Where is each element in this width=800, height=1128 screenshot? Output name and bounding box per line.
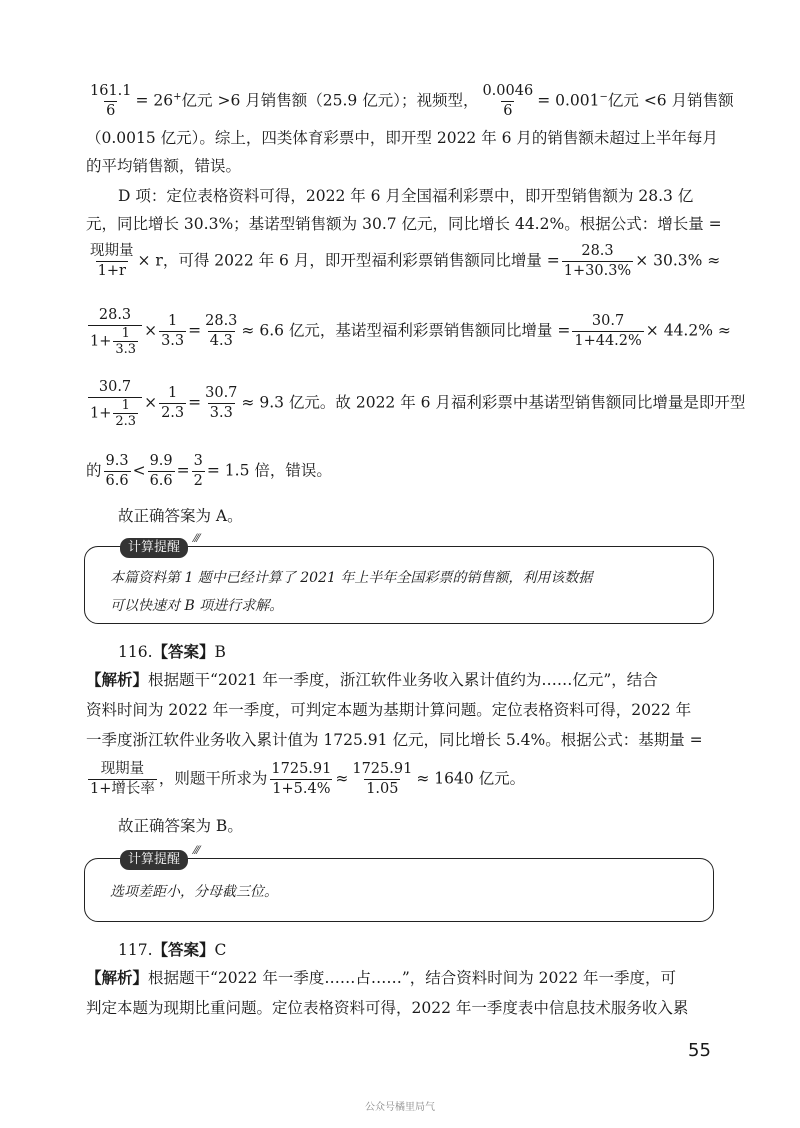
analysis-line-3: 一季度浙江软件业务收入累计值为 1725.91 亿元，同比增长 5.4%。根据公式：基期量 =: [86, 731, 703, 749]
calc-tip-label: 计算提醒: [120, 538, 188, 558]
calc-tip-label: 计算提醒: [120, 850, 188, 870]
numerator: 9.3: [105, 453, 129, 469]
text-segment: × 44.2% ≈: [645, 321, 731, 340]
denominator: 2: [193, 473, 203, 489]
analysis-line-2: 资料时间为 2022 年一季度，可判定本题为基期计算问题。定位表格资料可得，2022 年: [86, 701, 692, 719]
denominator: 1+5.4%: [272, 781, 331, 797]
numerator: 1: [121, 326, 130, 341]
denominator: 3.3: [161, 333, 185, 349]
denominator: 1+增长率: [90, 781, 155, 797]
answer-value: B: [214, 643, 226, 661]
denominator: 6.6: [105, 473, 129, 489]
text-segment: = 0.001: [537, 91, 600, 110]
fraction: [159, 384, 186, 423]
denominator: [88, 325, 142, 357]
text-segment: 亿元 <6 月销售额: [607, 91, 734, 110]
numerator: 30.7: [205, 385, 238, 401]
fraction: [159, 312, 186, 351]
denominator: 4.3: [209, 333, 233, 349]
text-segment: =: [176, 461, 190, 480]
calc-tip-text: 选项差距小，分母截三位。: [110, 884, 278, 900]
fraction: [148, 452, 175, 491]
numerator: 28.3: [581, 243, 614, 259]
fraction: [113, 398, 138, 429]
numerator: 现期量: [90, 243, 134, 259]
numerator: 30.7: [591, 313, 625, 329]
text-segment: 根据题干“2022 年一季度……占……”，结合资料时间为 2022 年一季度，可: [148, 969, 677, 987]
fraction: [88, 242, 136, 281]
formula-line-116: [86, 760, 726, 799]
text-segment: ≈: [335, 769, 349, 788]
text-segment: × r，可得 2022 年 6 月，即开型福利彩票销售额同比增量 =: [137, 251, 560, 270]
fraction: [192, 452, 205, 491]
fraction: [562, 242, 633, 281]
page-number: 55: [688, 1040, 711, 1061]
text-segment: =: [188, 393, 202, 412]
text-segment: 亿元 >6 月销售额（25.9 亿元）；视频型，: [181, 91, 479, 110]
fraction: [88, 760, 157, 799]
analysis-line-1: [86, 966, 726, 990]
conclusion-b: 故正确答案为 B。: [118, 817, 243, 835]
fraction: [104, 452, 131, 491]
numerator: 1725.91: [352, 761, 413, 777]
denominator: 1+30.3%: [563, 263, 632, 279]
numerator: 161.1: [90, 83, 132, 99]
text-segment: 根据题干“2021 年一季度，浙江软件业务收入累计值约为……亿元”，结合: [148, 671, 658, 689]
superscript: +: [173, 91, 182, 103]
denominator: 6: [503, 103, 513, 119]
text-segment: = 1.5 倍，错误。: [206, 461, 332, 480]
numerator: 1: [167, 385, 178, 401]
denominator: 6: [106, 103, 116, 119]
denominator: [88, 397, 142, 429]
denominator: 1.05: [366, 781, 399, 797]
answer-value: C: [214, 941, 227, 959]
formula-line-7: [86, 306, 731, 357]
question-number: 116.: [118, 643, 153, 661]
numerator: 30.7: [98, 379, 132, 395]
denominator: 3.3: [209, 405, 233, 421]
fraction: [480, 82, 535, 121]
fraction: [269, 760, 333, 799]
numerator: 9.9: [149, 453, 173, 469]
text-segment: ≈ 6.6 亿元，基诺型福利彩票销售额同比增量 =: [241, 321, 571, 340]
denominator: 6.6: [149, 473, 173, 489]
numerator: 1725.91: [271, 761, 332, 777]
answer-label: 【答案】: [152, 642, 215, 661]
numerator: 1: [121, 398, 130, 413]
text-segment: × 30.3% ≈: [635, 251, 721, 270]
question-number: 117.: [118, 941, 153, 959]
numerator: 现期量: [100, 761, 145, 777]
text-segment: ≈ 1640 亿元。: [416, 769, 526, 788]
text-line-3: 的平均销售额，错误。: [86, 157, 242, 175]
numerator: 28.3: [98, 307, 132, 323]
conclusion-a: 故正确答案为 A。: [118, 507, 243, 525]
superscript: −: [599, 91, 608, 103]
text-segment: ×: [144, 393, 158, 412]
compound-fraction: [88, 378, 142, 429]
fraction: [203, 312, 239, 351]
text-line-4: D 项：定位表格资料可得，2022 年 6 月全国福利彩票中，即开型销售额为 28.3 亿: [118, 187, 694, 205]
question-116-header: [118, 640, 226, 664]
fraction: [113, 326, 138, 357]
numerator: 3: [193, 453, 203, 469]
formula-line-8: [86, 378, 746, 429]
denominator: 2.3: [161, 405, 185, 421]
calc-tip-text: 可以快速对 B 项进行求解。: [110, 598, 284, 614]
fraction: [350, 760, 414, 799]
text-segment: = 26: [135, 91, 174, 110]
numerator: 0.0046: [482, 83, 534, 99]
text-segment: ≈ 9.3 亿元。故 2022 年 6 月福利彩票中基诺型销售额同比增量是即开型: [241, 393, 746, 412]
text-segment: <: [132, 461, 146, 480]
denominator: 2.3: [115, 414, 137, 429]
question-117-header: [118, 938, 226, 962]
text-segment: =: [188, 321, 202, 340]
watermark: 公众号橘里局气: [365, 1102, 435, 1113]
fraction: [203, 384, 239, 423]
denominator: 1+r: [97, 263, 126, 279]
denominator: 3.3: [115, 342, 137, 357]
formula-line-6: [86, 242, 726, 281]
analysis-label: 【解析】: [86, 968, 149, 987]
fraction: [88, 82, 134, 121]
text-segment: ×: [144, 321, 158, 340]
fraction: [572, 312, 643, 351]
text-line-5: 元，同比增长 30.3%；基诺型销售额为 30.7 亿元，同比增长 44.2%。根据公式：增长量 =: [86, 215, 722, 233]
text-segment: 1+: [90, 333, 112, 350]
text-segment: ，则题干所求为: [158, 769, 268, 788]
text-segment: 1+: [90, 405, 112, 422]
compound-fraction: [88, 306, 142, 357]
text-line-2: （0.0015 亿元）。综上，四类体育彩票中，即开型 2022 年 6 月的销售额未超过上半年每月: [86, 129, 718, 147]
spark-icon: ⁄⁄⁄: [194, 844, 200, 857]
formula-line-9: [86, 452, 726, 491]
text-line-1: [86, 82, 734, 121]
analysis-line-1: [86, 668, 726, 692]
analysis-label: 【解析】: [86, 670, 149, 689]
denominator: 1+44.2%: [574, 333, 642, 349]
answer-label: 【答案】: [152, 940, 215, 959]
calc-tip-text: 本篇资料第 1 题中已经计算了 2021 年上半年全国彩票的销售额，利用该数据: [110, 570, 593, 586]
analysis-line-2: 判定本题为现期比重问题。定位表格资料可得，2022 年一季度表中信息技术服务收入累: [86, 999, 689, 1017]
numerator: 1: [167, 313, 178, 329]
spark-icon: ⁄⁄⁄: [194, 532, 200, 545]
text-segment: 的: [86, 461, 102, 480]
numerator: 28.3: [205, 313, 238, 329]
